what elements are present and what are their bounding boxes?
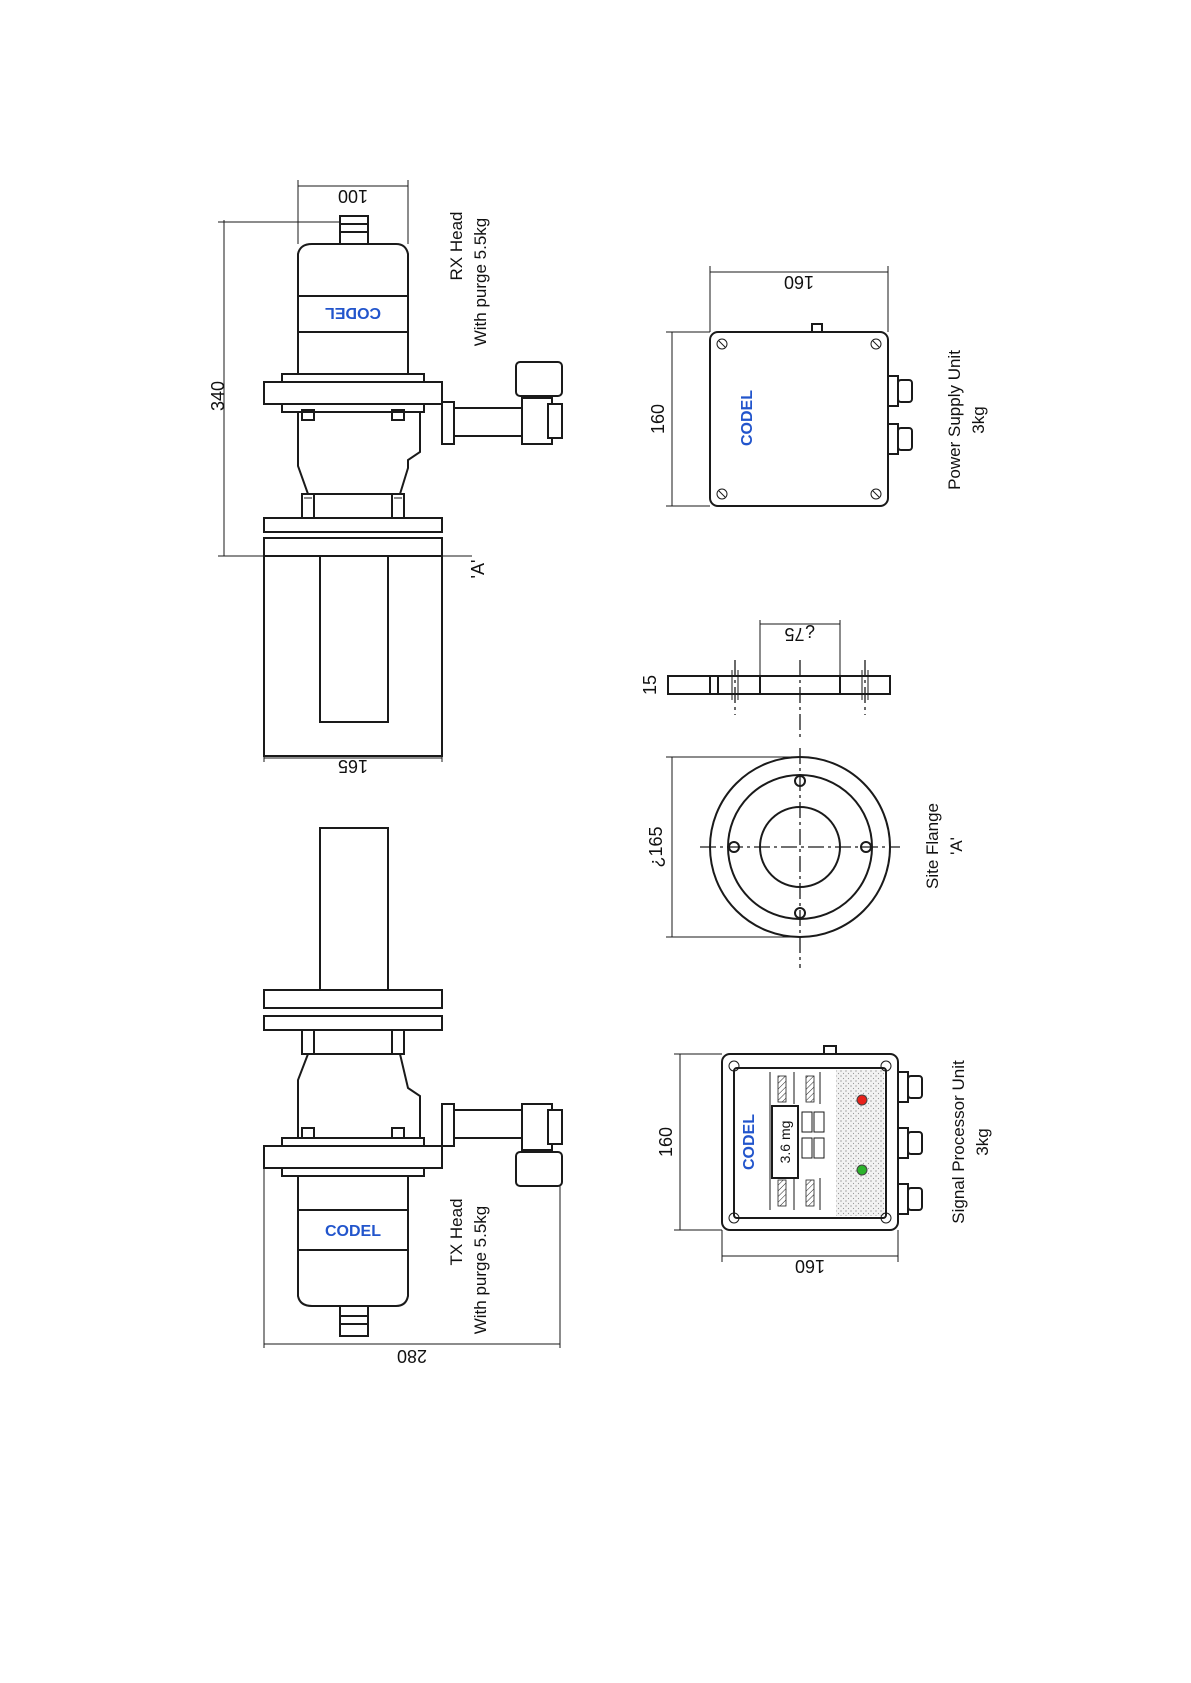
psu-dim-width: 160 (783, 272, 815, 292)
rx-brand-logo: CODEL (325, 304, 381, 321)
flange-title: Site Flange (923, 803, 942, 889)
tx-flange-upper (264, 990, 442, 1008)
tx-head-title: TX Head (447, 1198, 466, 1266)
tx-bolts (302, 1030, 404, 1138)
spu-indicator-area (836, 1070, 884, 1216)
tx-stack-inner (320, 828, 388, 992)
flange-dim-outer: ¿165 (646, 826, 666, 868)
psu-dimension-lines (666, 266, 888, 506)
rx-flange-lower (264, 538, 442, 556)
spu-brand-logo: CODEL (741, 1114, 758, 1170)
psu-brand-logo: CODEL (739, 390, 756, 446)
rx-flange-upper (264, 382, 442, 404)
rx-dim-flange: 165 (337, 756, 369, 776)
psu-vent (812, 324, 822, 332)
tx-flange-mid (264, 1016, 442, 1030)
rx-stack-tube (264, 556, 442, 756)
rx-stack-inner (320, 556, 388, 722)
spu-title: Signal Processor Unit (949, 1060, 968, 1224)
rx-bolts (302, 410, 404, 518)
rx-head-title: RX Head (447, 211, 466, 281)
tx-body-taper (298, 1054, 420, 1138)
tx-dimension-lines (264, 1168, 560, 1348)
rx-dim-width: 100 (337, 186, 369, 206)
tx-head-housing (298, 1176, 408, 1306)
spu-dim-height: 160 (656, 1126, 676, 1158)
rx-flange-mid (264, 518, 442, 532)
tx-head-subtitle: With purge 5.5kg (471, 1205, 490, 1335)
tx-brand-logo: CODEL (325, 1223, 381, 1240)
spu-alarm-led (857, 1095, 867, 1105)
spu-vent (824, 1046, 836, 1054)
psu-dim-height: 160 (648, 403, 668, 435)
flange-dim-thickness: 15 (640, 674, 660, 696)
psu-enclosure (710, 332, 888, 506)
flange-dim-bore: ¿75 (784, 624, 816, 644)
rx-purge-fitting (442, 362, 562, 444)
psu-cable-glands (888, 376, 912, 454)
flange-ref: 'A' (947, 837, 966, 855)
site-flange-drawing (640, 620, 966, 968)
rx-head-subtitle: With purge 5.5kg (471, 217, 490, 347)
tx-purge-fitting (442, 1104, 562, 1186)
psu-title: Power Supply Unit (945, 350, 964, 490)
tx-flange-lower (264, 1146, 442, 1168)
power-supply-drawing (648, 266, 988, 506)
spu-cable-glands (898, 1072, 922, 1214)
rx-dimension-lines (218, 180, 472, 762)
spu-keypad[interactable] (802, 1112, 824, 1158)
signal-processor-drawing (656, 1046, 992, 1276)
tx-dim-length: 280 (396, 1346, 428, 1366)
rx-body-taper (298, 412, 420, 494)
psu-weight: 3kg (969, 406, 988, 434)
rx-dim-length: 340 (208, 380, 228, 412)
tx-connector (340, 1306, 368, 1336)
spu-dim-width: 160 (794, 1256, 826, 1276)
spu-weight: 3kg (973, 1128, 992, 1156)
rx-flange-ref: 'A' (468, 559, 488, 579)
spu-display-value: 3.6 mg (777, 1120, 793, 1164)
rx-connector (340, 216, 368, 244)
tx-head-drawing (264, 828, 562, 1366)
spu-status-led (857, 1165, 867, 1175)
rx-head-drawing (208, 180, 562, 776)
